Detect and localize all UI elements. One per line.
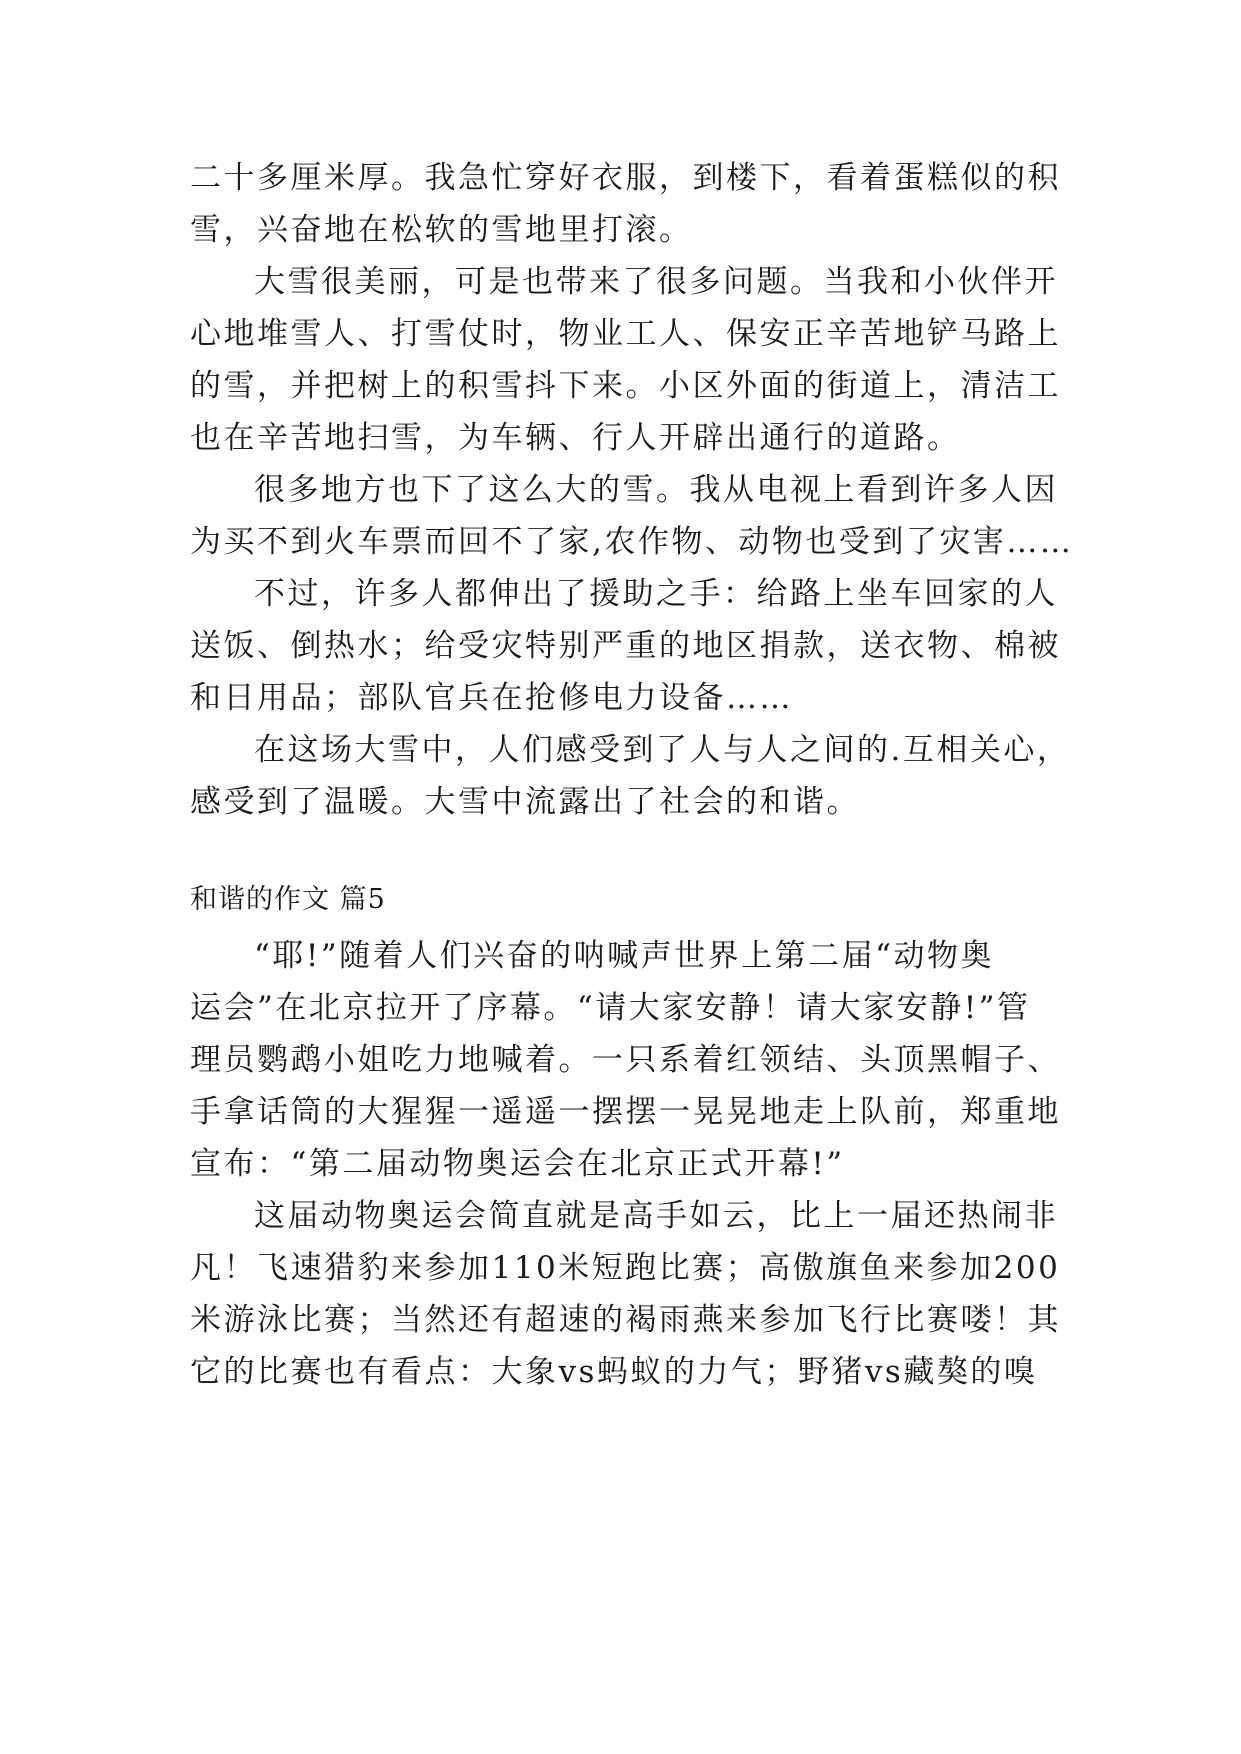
- paragraph-line: 运会”在北京拉开了序幕。“请大家安静！请大家安静!”管: [190, 990, 1031, 1026]
- paragraph-line: 心地堆雪人、打雪仗时，物业工人、保安正辛苦地铲马路上: [190, 316, 1061, 352]
- paragraph-line: 也在辛苦地扫雪，为车辆、行人开辟出通行的道路。: [190, 420, 961, 456]
- paragraph-line: 宣布：“第二届动物奥运会在北京正式开幕!”: [190, 1146, 845, 1182]
- paragraph-line: “耶!”随着人们兴奋的呐喊声世界上第二届“动物奥: [254, 938, 994, 974]
- paragraph-line: 大雪很美丽，可是也带来了很多问题。当我和小伙伴开: [254, 264, 1058, 300]
- section-heading: 和谐的作文 篇5: [190, 884, 386, 915]
- paragraph-line: 不过，许多人都伸出了援助之手：给路上坐车回家的人: [254, 576, 1058, 612]
- paragraph-line: 为买不到火车票而回不了家,农作物、动物也受到了灾害……: [190, 524, 1074, 560]
- paragraph-line: 感受到了温暖。大雪中流露出了社会的和谐。: [190, 784, 860, 820]
- paragraph-line: 二十多厘米厚。我急忙穿好衣服，到楼下，看着蛋糕似的积: [190, 160, 1061, 196]
- paragraph-line: 凡！飞速猎豹来参加110米短跑比赛；高傲旗鱼来参加200: [190, 1250, 1061, 1286]
- paragraph-line: 在这场大雪中，人们感受到了人与人之间的.互相关心，: [254, 732, 1071, 768]
- paragraph-line: 送饭、倒热水；给受灾特别严重的地区捐款，送衣物、棉被: [190, 628, 1061, 664]
- paragraph-line: 雪，兴奋地在松软的雪地里打滚。: [190, 212, 693, 248]
- paragraph-line: 很多地方也下了这么大的雪。我从电视上看到许多人因: [254, 472, 1058, 508]
- paragraph-line: 手拿话筒的大猩猩一遥遥一摆摆一晃晃地走上队前，郑重地: [190, 1094, 1061, 1130]
- paragraph-line: 和日用品；部队官兵在抢修电力设备……: [190, 680, 793, 716]
- paragraph-line: 它的比赛也有看点：大象vs蚂蚁的力气；野猪vs藏獒的嗅: [190, 1354, 1038, 1390]
- paragraph-line: 理员鹦鹉小姐吃力地喊着。一只系着红领结、头顶黑帽子、: [190, 1042, 1061, 1078]
- paragraph-line: 米游泳比赛；当然还有超速的褐雨燕来参加飞行比赛喽！其: [190, 1302, 1061, 1338]
- paragraph-line: 的雪，并把树上的积雪抖下来。小区外面的街道上，清洁工: [190, 368, 1061, 404]
- paragraph-line: 这届动物奥运会简直就是高手如云，比上一届还热闹非: [254, 1198, 1058, 1234]
